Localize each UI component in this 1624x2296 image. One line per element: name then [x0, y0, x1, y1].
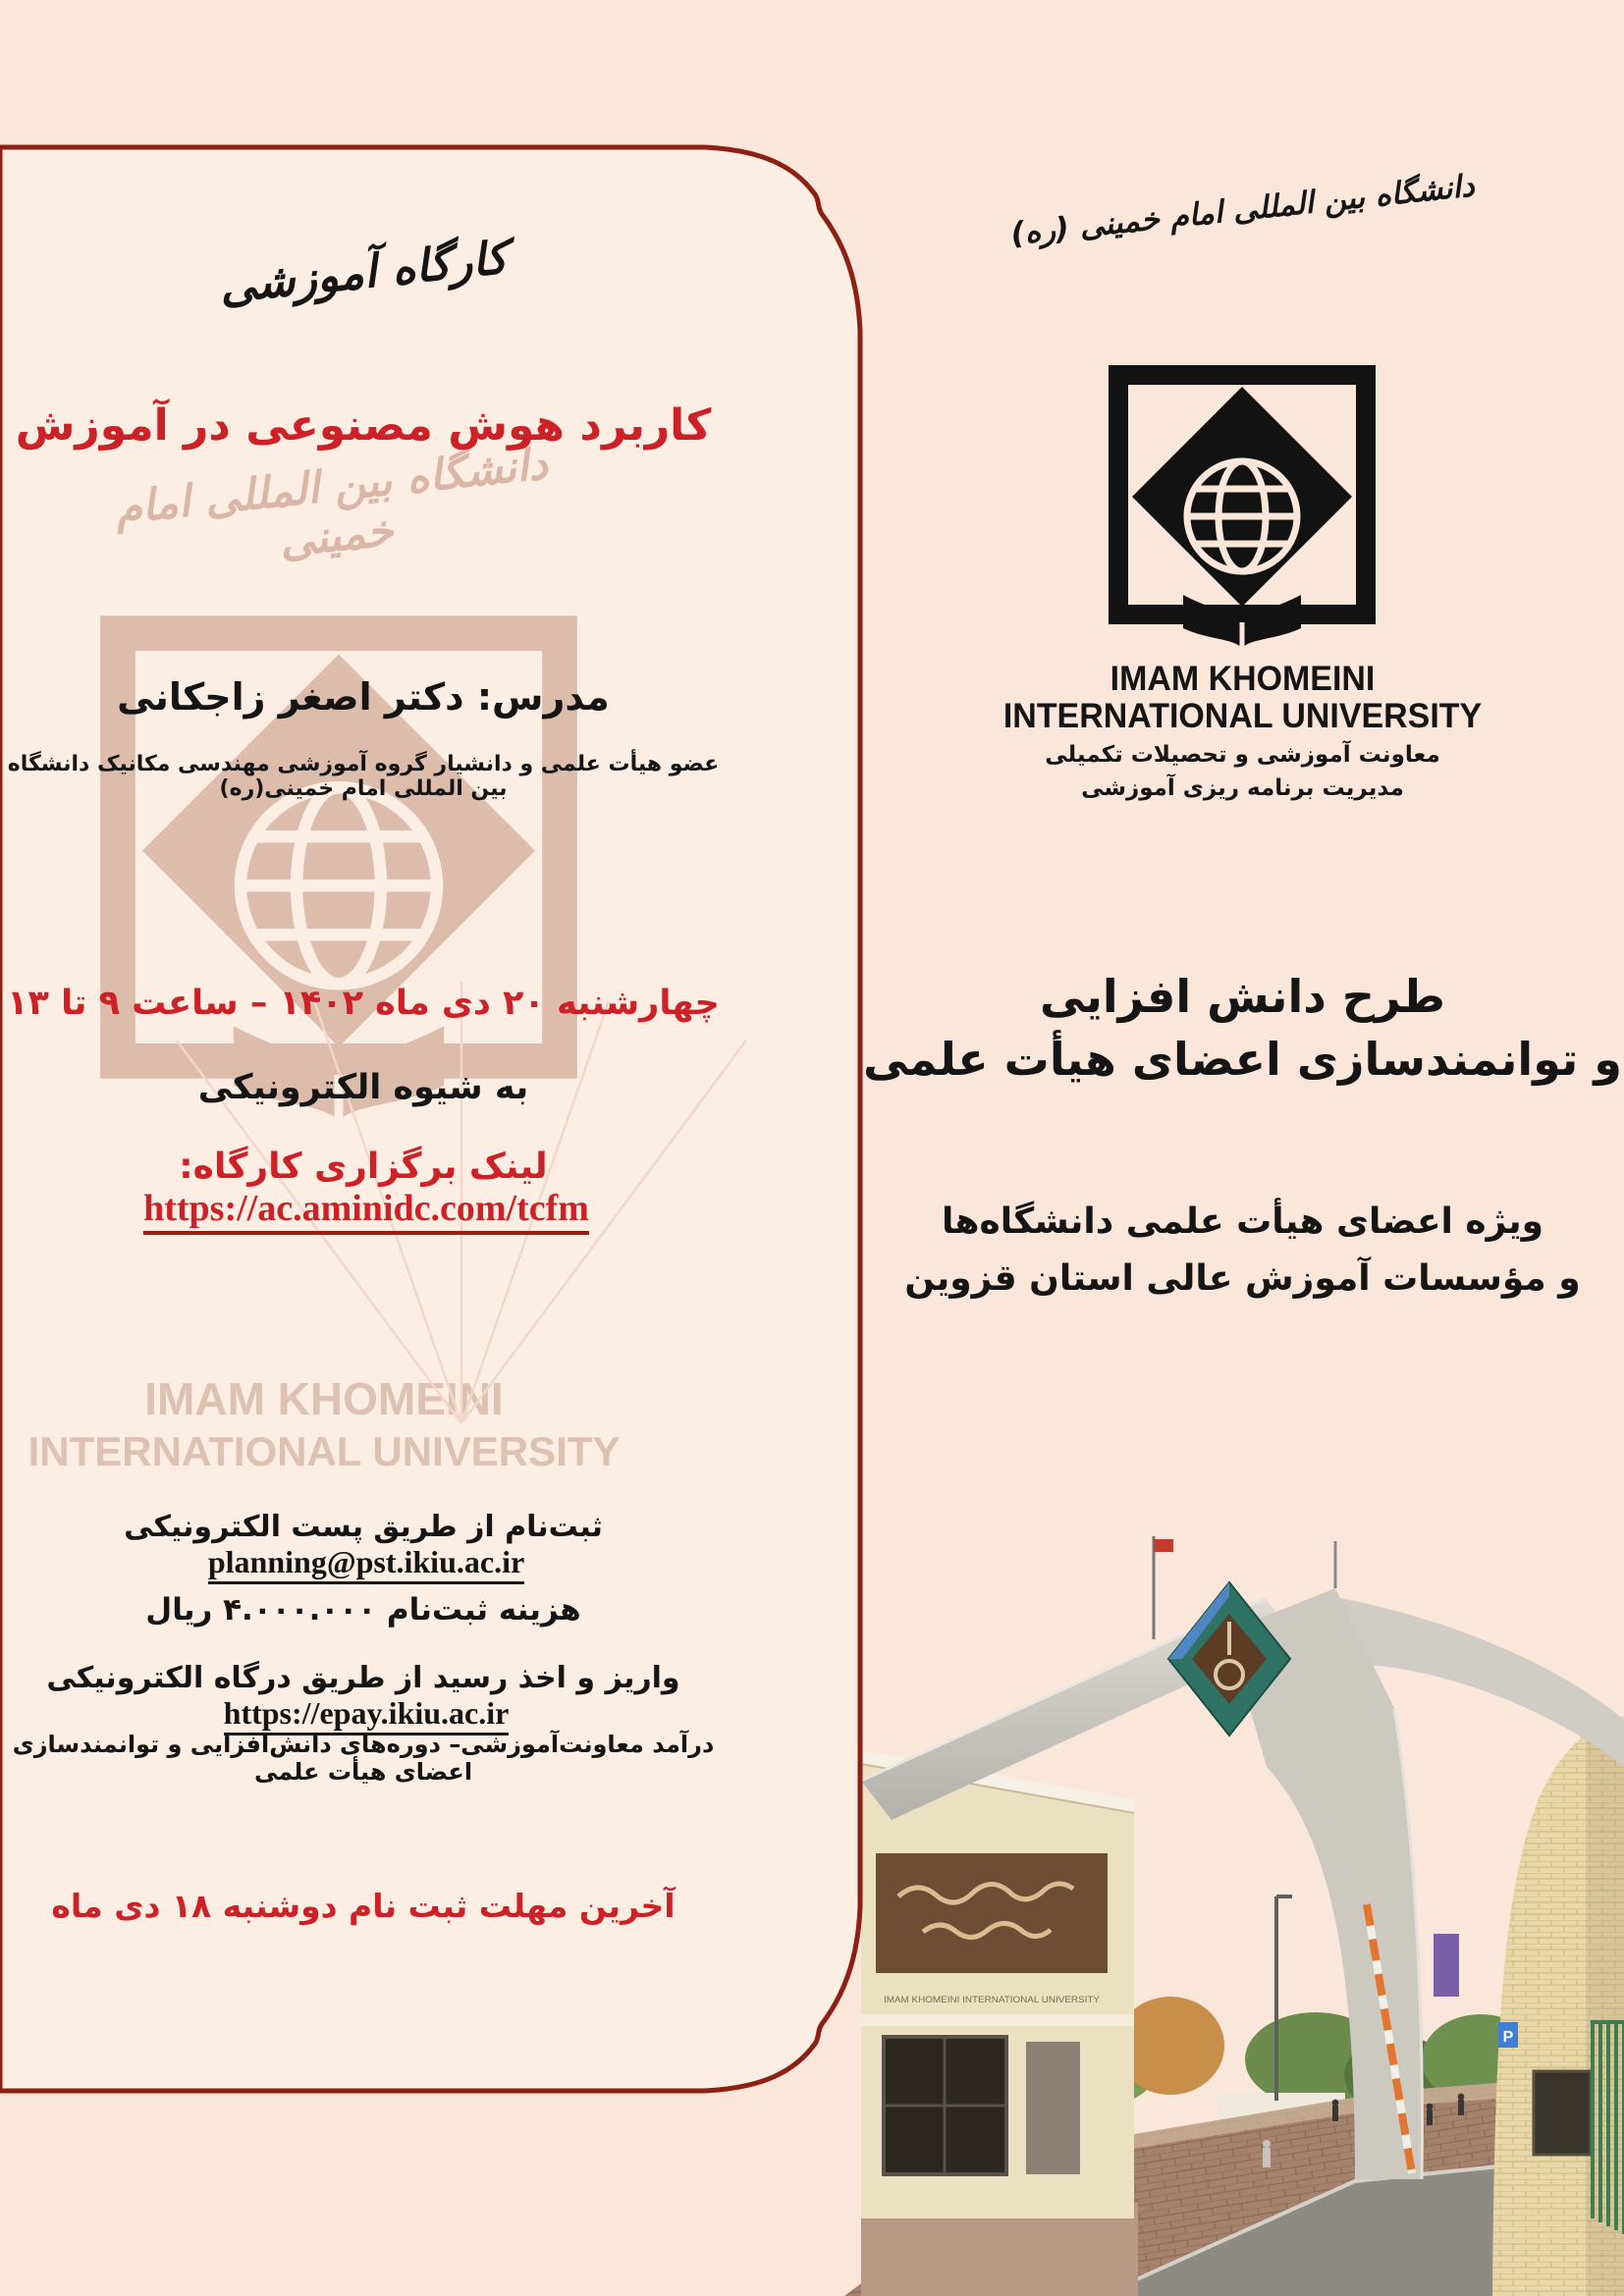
program-title-line1: طرح دانش افزایی	[1040, 970, 1445, 1023]
university-name-en-line1: IMAM KHOMEINI	[1110, 660, 1376, 698]
instructor-affiliation: عضو هیأت علمی و دانشیار گروه آموزشی مهندسی مکانیک دانشگاه بین المللی امام خمینی(ره)	[7, 752, 720, 801]
program-title-line2: و توانمندسازی اعضای هیأت علمی	[863, 1033, 1622, 1086]
registration-label: ثبت‌نام از طریق پست الکترونیکی	[124, 1510, 603, 1544]
workshop-link-label: لینک برگزاری کارگاه:	[179, 1147, 548, 1187]
instructor-line: مدرس: دکتر اصغر زاجکانی	[117, 675, 610, 719]
workshop-link-url[interactable]: https://ac.aminidc.com/tcfm	[143, 1187, 589, 1235]
registration-deadline: آخرین مهلت ثبت نام دوشنبه ۱۸ دی ماه	[51, 1887, 676, 1925]
audience-line1: ویژه اعضای هیأت علمی دانشگاه‌ها	[942, 1201, 1543, 1242]
session-datetime: چهارشنبه ۲۰ دی ماه ۱۴۰۲ – ساعت ۹ تا ۱۳	[7, 984, 720, 1023]
session-mode: به شیوه الکترونیکی	[197, 1068, 529, 1107]
audience-line2: و مؤسسات آموزش عالی استان قزوین	[904, 1258, 1581, 1299]
workshop-script-title: کارگاه آموزشی	[216, 230, 511, 314]
watermark-en-line2: INTERNATIONAL UNIVERSITY	[27, 1428, 621, 1474]
watermark-en-line1: IMAM KHOMEINI	[144, 1373, 504, 1424]
payment-note: درآمد معاونت‌آموزشی– دوره‌های دانش‌افزایی و توانمندسازی اعضای هیأت علمی	[12, 1731, 715, 1786]
payment-url[interactable]: https://epay.ikiu.ac.ir	[224, 1695, 510, 1735]
university-name-calligraphy: دانشگاه بین المللی امام خمینی (ره)	[1008, 168, 1477, 252]
watermark-calligraphy: دانشگاه بین المللی امام خمینی	[112, 439, 550, 567]
registration-email[interactable]: planning@pst.ikiu.ac.ir	[208, 1544, 524, 1584]
fee-line: هزینه ثبت‌نام ۴.۰۰۰.۰۰۰ ریال	[145, 1592, 581, 1628]
dept-line2: مدیریت برنامه ریزی آموزشی	[1081, 775, 1404, 801]
gate-sign-text: IMAM KHOMEINI INTERNATIONAL UNIVERSITY	[884, 1995, 1101, 2005]
payment-label: واریز و اخذ رسید از طریق درگاه الکترونیکی	[46, 1661, 680, 1695]
university-name-en-line2: INTERNATIONAL UNIVERSITY	[1002, 697, 1483, 735]
university-logo	[1105, 361, 1380, 656]
workshop-title: کاربرد هوش مصنوعی در آموزش	[15, 400, 712, 451]
dept-line1: معاونت آموزشی و تحصیلات تکمیلی	[1045, 742, 1440, 768]
parking-sign-letter: P	[1502, 2029, 1514, 2046]
